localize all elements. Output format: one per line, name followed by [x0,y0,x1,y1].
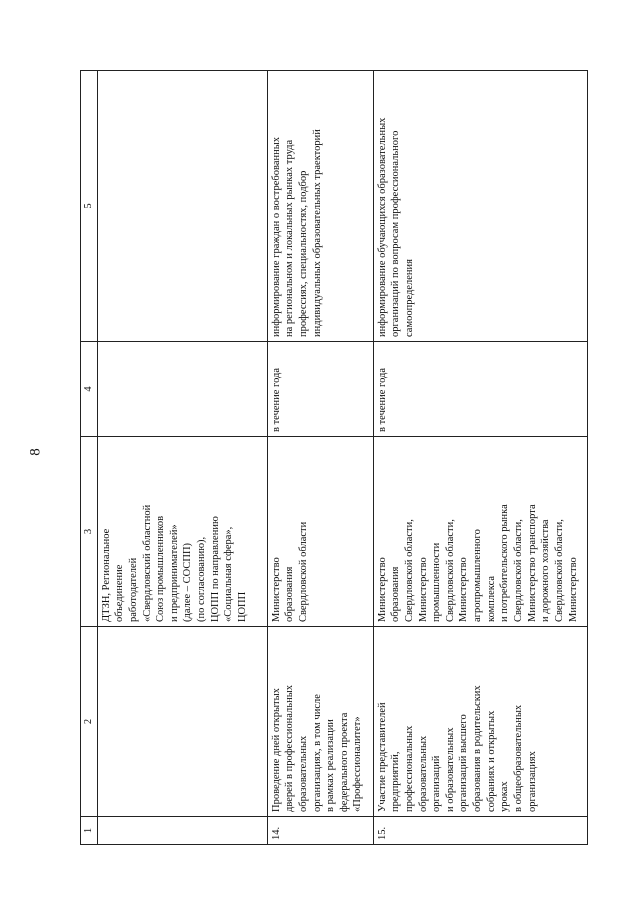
measures-table [80,70,588,845]
row-number: 14. [267,817,373,845]
event-cell [97,627,267,817]
table-row [97,71,267,845]
column-header: 5 [81,71,98,342]
row-number: 15. [373,817,587,845]
table-row [267,71,373,845]
row-number [97,817,267,845]
event-cell: Проведение дней открытых дверей в профессиональных образовательных организациях, в том числе в рамках реализации федерального проекта «Профессионалитет» [267,627,373,817]
column-header: 3 [81,437,98,627]
result-cell: информирование граждан о востребованных на региональном и локальных рынках труда профессиях, специальностях, подбор индивидуальных образовательных траекторий [267,71,373,342]
term-cell: в течение года [373,342,587,437]
event-cell: Участие представителей предприятий, профессиональных образовательных организаций и образовательных организаций высшего образования в родительских собраниях и открытых уроках в общеобразовательных организациях [373,627,587,817]
executors-cell: Министерство образования Свердловской области, Министерство промышленности Свердловской области, Министерство агропромышленного комплекса и потребительского рынка Свердловской области, Министерство транспорта и дорожного хозяйства Свердловской области, Министерство [373,437,587,627]
result-cell [97,71,267,342]
rotated-table-wrapper [80,70,588,845]
term-cell: в течение года [267,342,373,437]
column-number-row [81,71,98,845]
term-cell [97,342,267,437]
table-row [373,71,587,845]
executors-cell: ДТЗН, Региональное объединение работодателей «Свердловский областной Союз промышленников и предпринимателей» (далее – СОСПП) (по согласованию), ЦОПП по направлению «Социальная сфера», ЦОПП [97,437,267,627]
executors-cell: Министерство образования Свердловской области [267,437,373,627]
column-header: 1 [81,817,98,845]
column-header: 2 [81,627,98,817]
page-number: 8 [27,448,44,456]
column-header: 4 [81,342,98,437]
result-cell: информирование обучающихся образовательных организаций по вопросам профессионального самоопределения [373,71,587,342]
